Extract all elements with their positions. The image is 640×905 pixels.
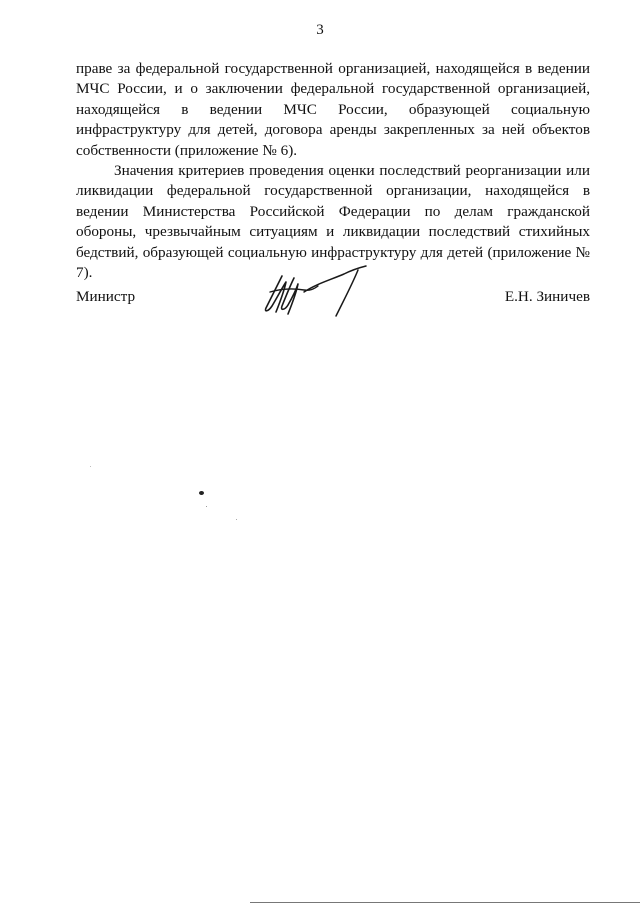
scan-speck [199, 491, 204, 495]
paragraph-continuation: праве за федеральной государственной организацией, находящейся в ведении МЧС России, и о заключении федеральной государственной организацией, находящейся в ведении МЧС России, образующей социальную инфраструктуру для детей, договора аренды закрепленных за ней объектов собственности (приложение № 6). [76, 60, 590, 159]
page-number: 3 [316, 22, 324, 38]
scan-speck [90, 466, 91, 467]
scan-edge-line [250, 902, 640, 903]
signer-role: Министр [76, 288, 136, 305]
signer-name: Е.Н. Зиничев [504, 288, 590, 305]
scan-speck [206, 506, 207, 507]
paragraph-criteria: Значения критериев проведения оценки последствий реорганизации или ликвидации федеральной государственной организации, находящейся в ведении Министерства Российской Федерации по делам гражданской обороны, чрезвычайным ситуациям и ликвидации последствий стихийных бедствий, образующей социальную инфраструктуру для детей (приложение № 7). [76, 162, 590, 282]
scan-speck [236, 519, 237, 520]
document-body [76, 59, 590, 283]
handwritten-signature-icon [258, 262, 370, 318]
